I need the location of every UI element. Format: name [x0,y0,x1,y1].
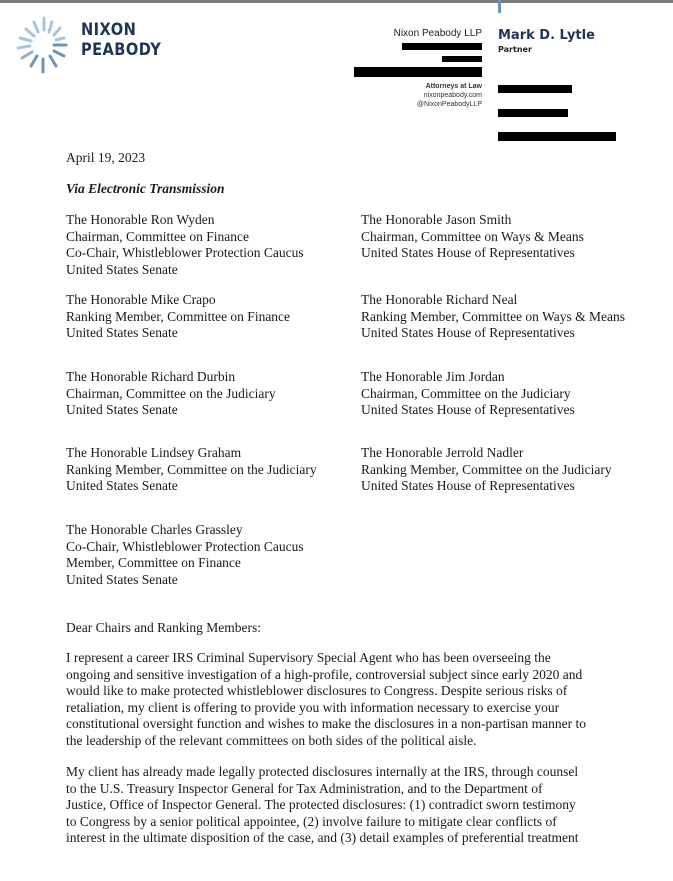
addressee-line: Co-Chair, Whistleblower Protection Caucus [66,245,304,260]
partner-contact-redactions [498,80,616,146]
addressee-line: Chairman, Committee on Finance [66,228,249,244]
addressee-name: The Honorable Richard Durbin [66,369,236,384]
addressee-line: United States Senate [66,571,178,587]
starburst-logo-icon [14,14,78,78]
addressee-line: Member, Committee on Finance [66,555,241,570]
redacted-contact-line [498,85,572,93]
addressee-line: United States Senate [66,325,178,340]
paragraph-line: retaliation, my client is offering to provide you with information necessary to exercise your [66,699,560,715]
addressee-block [361,445,612,495]
redacted-address-line [354,67,482,77]
addressee-line: United States Senate [66,478,178,493]
addressee-block [66,292,290,342]
addressee-block [361,212,584,262]
addressee-line: United States House of Representatives [361,478,575,493]
addressee-line: Ranking Member, Committee on the Judiciary [361,461,612,477]
body-paragraph [66,764,656,847]
addressee-line: Ranking Member, Committee on the Judiciary [66,461,317,477]
addressee-name: The Honorable Charles Grassley [66,522,243,537]
addressee-line: Ranking Member, Committee on Finance [66,308,291,324]
addressee-block [361,369,575,419]
paragraph-line: to the U.S. Treasury Inspector General for Tax Administration, and to the Department of [66,780,543,796]
addressee-line: Co-Chair, Whistleblower Protection Caucus [66,538,304,554]
redacted-address-line [442,56,482,62]
addressee-line: Chairman, Committee on the Judiciary [361,385,571,401]
addressee-block [66,445,317,495]
body-paragraph [66,650,656,749]
paragraph-line: Justice, Office of Inspector General. The protected disclosures: (1) contradict sworn testimony [66,797,576,812]
addressee-name: The Honorable Jason Smith [361,212,512,227]
addressee-name: The Honorable Jerrold Nadler [361,445,524,460]
page-top-border [0,0,673,3]
paragraph-line: constitutional oversight function and wishes to make the disclosures in a non-partisan manner to [66,716,587,731]
addressee-line: Chairman, Committee on Ways & Means [361,228,584,244]
redacted-contact-line [498,132,616,141]
addressee-line: United States Senate [66,261,178,277]
addressee-name: The Honorable Lindsey Graham [66,445,242,460]
firm-address-block [354,28,482,79]
firm-tagline: Attorneys at Law [425,83,482,90]
addressee-block [66,212,304,278]
paragraph-line: interest in the ultimate disposition of the case, and (3) detail examples of preferential treatment [66,830,579,845]
delivery-method: Via Electronic Transmission [66,181,225,196]
firm-contact-block [417,82,482,109]
paragraph-line: I represent a career IRS Criminal Supervisory Special Agent who has been overseeing the [66,650,551,665]
paragraph-line: the leadership of the relevant committees on both sides of the political aisle. [66,732,477,748]
partner-block [498,28,595,54]
firm-social-handle[interactable]: @NixonPeabodyLLP [416,101,482,108]
firm-website[interactable]: nixonpeabody.com [423,92,482,99]
paragraph-line: to Congress by a senior political appointee, (2) involve failure to mitigate clear conflicts of [66,813,557,829]
addressee-name: The Honorable Richard Neal [361,292,518,307]
firm-logo [14,14,164,78]
addressee-name: The Honorable Jim Jordan [361,369,505,384]
addressee-line: Chairman, Committee on the Judiciary [66,385,276,401]
paragraph-line: would like to make protected whistleblower disclosures to Congress. Despite serious risks of [66,683,568,698]
logo-line-1: NIXON [81,20,137,40]
addressee-block [66,522,304,588]
addressee-line: United States House of Representatives [361,402,575,417]
addressee-name: The Honorable Ron Wyden [66,212,215,227]
addressee-line: United States Senate [66,402,178,417]
partner-name: Mark D. Lytle [498,28,595,43]
partner-title: Partner [498,45,532,54]
paragraph-line: ongoing and sensitive investigation of a high-profile, controversial subject since early 2020 and [66,666,583,682]
addressee-block [66,369,276,419]
redacted-address-line [402,43,482,50]
addressee-line: United States House of Representatives [361,245,575,260]
redacted-contact-line [498,109,568,117]
addressee-line: Ranking Member, Committee on Ways & Means [361,308,625,324]
addressee-name: The Honorable Mike Crapo [66,292,216,307]
letterhead-divider-tick [498,0,501,13]
addressee-line: United States House of Representatives [361,325,575,340]
addressee-block [361,292,625,342]
firm-logo-wordmark [81,20,161,60]
firm-name: Nixon Peabody LLP [393,28,482,39]
logo-line-2: PEABODY [81,40,162,60]
paragraph-line: My client has already made legally protected disclosures internally at the IRS, through counsel [66,764,579,779]
letter-date: April 19, 2023 [66,150,146,165]
salutation: Dear Chairs and Ranking Members: [66,620,261,635]
